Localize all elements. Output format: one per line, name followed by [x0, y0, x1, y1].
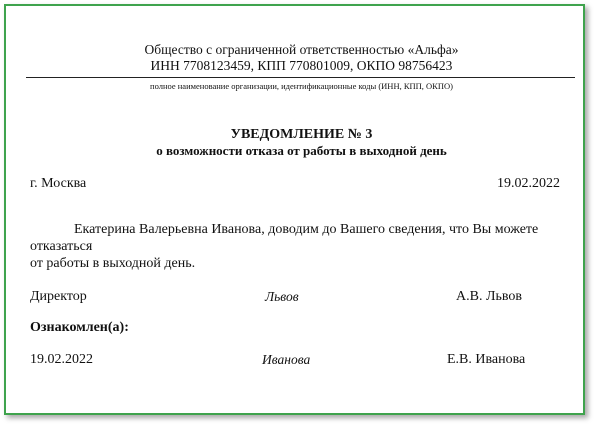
employee-signature: Иванова [262, 352, 311, 367]
body-line-3: от работы в выходной день. [30, 256, 196, 271]
director-position: Директор [30, 289, 87, 304]
header-divider [26, 77, 575, 78]
city: г. Москва [30, 176, 87, 191]
acknowledgement-label: Ознакомлен(а): [30, 320, 129, 335]
body-line-2: отказаться [30, 239, 93, 254]
acknowledgement-date: 19.02.2022 [30, 352, 93, 367]
document-subtitle: о возможности отказа от работы в выходной день [156, 143, 447, 158]
organization-name: Общество с ограниченной ответственностью «Альфа» [144, 42, 459, 57]
director-signature: Львов [265, 289, 299, 304]
document-frame [4, 4, 585, 415]
document-date: 19.02.2022 [497, 176, 560, 191]
director-name: А.В. Львов [456, 289, 522, 304]
document-title: УВЕДОМЛЕНИЕ № 3 [230, 127, 373, 142]
body-line-1: Екатерина Валерьевна Иванова, доводим до Вашего сведения, что Вы можете [74, 222, 539, 237]
organization-caption: полное наименование организации, идентификационные коды (ИНН, КПП, ОКПО) [150, 81, 453, 91]
organization-codes: ИНН 7708123459, КПП 770801009, ОКПО 98756423 [150, 58, 453, 73]
employee-name: Е.В. Иванова [447, 352, 526, 367]
